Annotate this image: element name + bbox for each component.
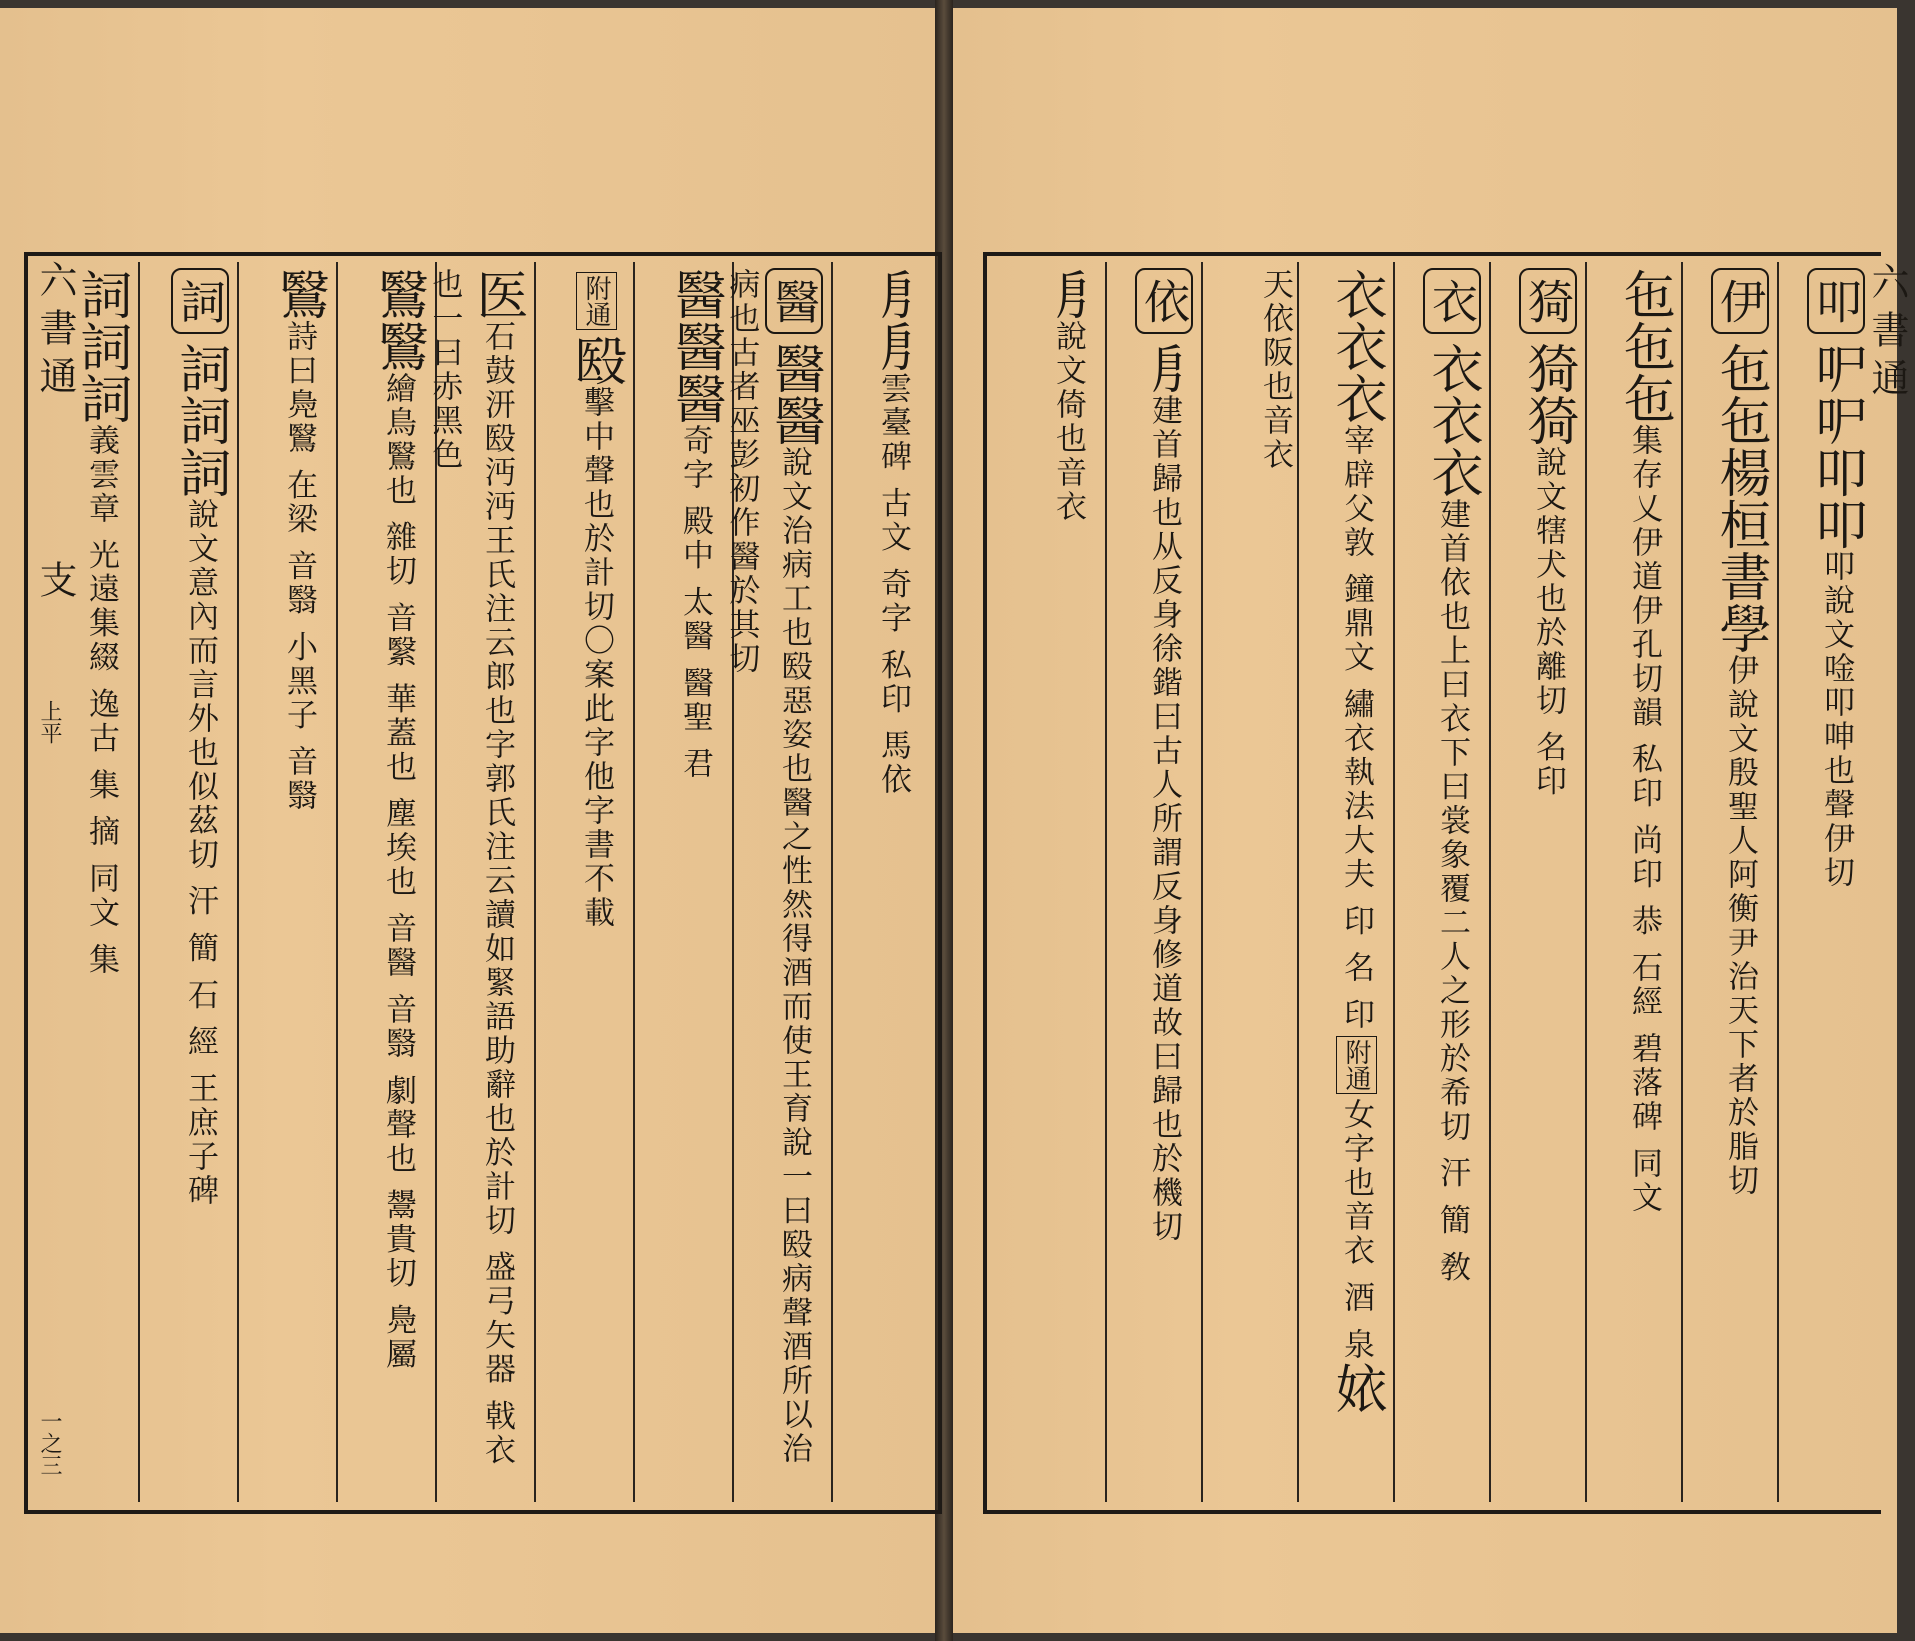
right-seal-script: 衣衣衣 xyxy=(1326,268,1386,424)
right-entry-head: 衣 xyxy=(1423,268,1481,334)
right-column-6 xyxy=(1201,262,1297,1502)
right-column-0 xyxy=(1777,262,1873,1502)
right-fu-label: 附通 xyxy=(1336,1036,1377,1094)
right-seal-script: 衣衣衣 xyxy=(1422,342,1482,498)
right-column-8 xyxy=(1009,262,1105,1502)
left-column-text: 雲臺碑 古文 奇字 私印 馬依 xyxy=(875,372,911,798)
right-column-text: 建首依也上曰衣下曰裳象覆二人之形於希切 汗 簡 敎 xyxy=(1434,498,1470,1285)
left-column-7 xyxy=(138,262,237,1502)
right-column-text: 集存乂伊道伊孔切韻 私印 尚印 恭 石經 碧落碑 同文 xyxy=(1626,424,1662,1216)
left-seal-script: 鷖 xyxy=(269,268,329,320)
right-entry-head: 伊 xyxy=(1711,268,1769,334)
left-tone-label: 上平 xyxy=(37,700,62,744)
right-column-text: 建首歸也从反身徐鍇曰古人所謂反身修道故曰歸也於機切 xyxy=(1146,394,1182,1244)
right-fu-seal: 㛄 xyxy=(1326,1362,1386,1414)
left-column-6 xyxy=(237,262,336,1502)
right-fu-text: 女字也音衣 酒 泉 xyxy=(1338,1098,1374,1362)
right-entry-head: 猗 xyxy=(1519,268,1577,334)
right-seal-script: 㐆 xyxy=(1134,342,1194,394)
left-column-4 xyxy=(426,262,534,1502)
right-column-text: 叩說文唫叩呻也聲伊切 xyxy=(1818,550,1854,890)
left-seal-script: 殹 xyxy=(566,334,626,386)
left-page-number: 一之三 xyxy=(37,1410,62,1476)
right-column-5 xyxy=(1297,262,1393,1502)
left-column-1 xyxy=(723,262,831,1502)
right-column-text: 天依阪也音衣 xyxy=(1257,268,1293,472)
left-column-3 xyxy=(534,262,633,1502)
left-entry-head: 醫 xyxy=(765,268,823,334)
right-column-text: 宰辟父敦 鐘鼎文 繡衣執法大夫 印 名 印 xyxy=(1338,424,1374,1033)
left-seal-script: 㐆㐆 xyxy=(863,268,923,372)
right-page-frame xyxy=(983,252,1881,1514)
left-seal-script: 詞詞詞 xyxy=(170,342,230,498)
left-seal-script: 醫醫 xyxy=(764,342,824,446)
right-column-text: 伊說文殷聖人阿衡尹治天下者於脂切 xyxy=(1722,654,1758,1198)
left-seal-script: 詞詞詞 xyxy=(71,268,131,424)
left-column-5 xyxy=(336,262,435,1502)
left-column-text: 說文意內而言外也似茲切 汗 簡 石 經 王庶子碑 xyxy=(182,498,218,1209)
left-column-8 xyxy=(39,262,138,1502)
left-column-text: 說文治病工也殹惡姿也醫之性然得酒而使王育說一曰殹病聲酒所以治病也古者巫彭初作醫於其切 xyxy=(723,268,812,1466)
right-seal-script: 㐌㐌楊桓書學 xyxy=(1710,342,1770,654)
left-fu-label: 附通 xyxy=(576,272,617,330)
left-section-label: 支 xyxy=(33,560,77,608)
left-column-text: 奇字 殿中 太醫 醫聖 君 xyxy=(677,424,713,782)
left-entry-head: 詞 xyxy=(171,268,229,334)
right-column-text: 說文犗犬也於離切 名印 xyxy=(1530,446,1566,799)
right-seal-script: 㐆 xyxy=(1038,268,1098,320)
left-seal-script: 医 xyxy=(467,268,527,320)
right-page-title: 六書通 xyxy=(1865,262,1909,406)
left-page-frame xyxy=(24,252,942,1514)
left-column-text: 義雲章 光遠集綴 逸古 集 摘 同文 集 xyxy=(83,424,119,978)
left-columns xyxy=(36,262,930,1502)
right-seal-script: 㕧㕧叩叩 xyxy=(1806,342,1866,550)
right-seal-script: 猗猗 xyxy=(1518,342,1578,446)
right-column-7 xyxy=(1105,262,1201,1502)
left-column-text: 石鼓汧殹沔沔王氏注云郎也字郭氏注云讀如緊語助辭也於計切 盛弓矢器 戟衣也一曰赤黑色 xyxy=(426,268,515,1468)
right-entry-head: 叩 xyxy=(1807,268,1865,334)
left-seal-script: 鷖鷖 xyxy=(368,268,428,372)
right-entry-head: 依 xyxy=(1135,268,1193,334)
left-column-2 xyxy=(633,262,732,1502)
right-column-4 xyxy=(1393,262,1489,1502)
left-column-text: 繪鳥鷖也 雜切 音繄 華蓋也 塵埃也 音醫 音翳 劇聲也 鬹貴切 鳧屬 xyxy=(380,372,416,1372)
left-page-title: 六書通 xyxy=(33,260,77,404)
right-column-3 xyxy=(1489,262,1585,1502)
right-seal-script: 㐌㐌㐌 xyxy=(1614,268,1674,424)
right-column-1 xyxy=(1681,262,1777,1502)
left-column-text: 詩曰鳧鷖 在梁 音翳 小黑子 音翳 xyxy=(281,320,317,814)
right-columns xyxy=(995,262,1873,1502)
left-seal-script: 醫醫醫 xyxy=(665,268,725,424)
left-column-0 xyxy=(831,262,930,1502)
right-column-2 xyxy=(1585,262,1681,1502)
left-column-text: 擊中聲也於計切〇案此字他字書不載 xyxy=(578,386,614,930)
right-column-text: 說文倚也音衣 xyxy=(1050,320,1086,524)
